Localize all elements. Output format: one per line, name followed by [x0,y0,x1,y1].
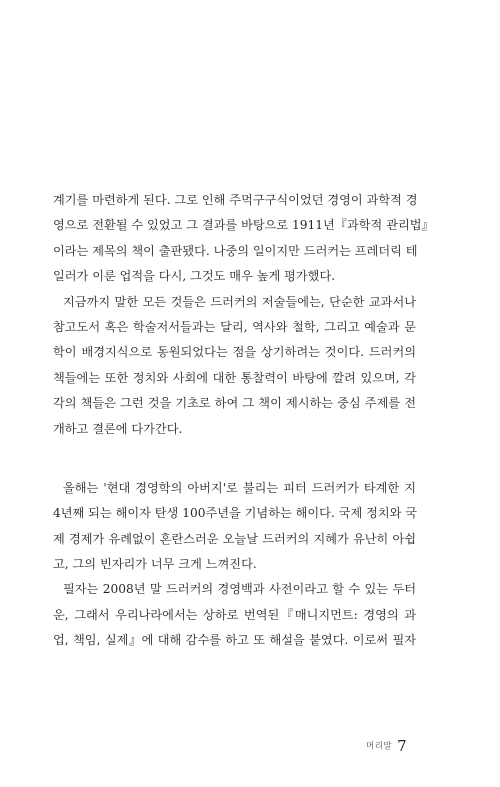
paragraph-1 [53,188,434,290]
text-line: 제 경제가 유례없이 혼란스러운 오늘날 드러커의 지혜가 유난히 아쉽 [53,531,416,546]
text-line: 참고도서 혹은 학술저서들과는 달리, 역사와 철학, 그리고 예술과 문 [53,319,416,334]
text-line: 책들에는 또한 정치와 사회에 대한 통찰력이 바탕에 깔려 있으며, 각 [53,370,416,385]
text-line: 계기를 마련하게 된다. 그로 인해 주먹구구식이었던 경영이 과학적 경 [53,193,418,207]
running-footer-label: 머리말 [366,741,393,752]
text-line: 업, 책임, 실제』에 대해 감수를 하고 또 해설을 붙였다. 이로써 필자 [53,633,416,648]
text-line: 지금까지 말한 모든 것들은 드러커의 저술들에는, 단순한 교과서나 [63,294,416,309]
text-line: 4년째 되는 해이자 탄생 100주년을 기념하는 해이다. 국제 정치와 국 [53,506,418,521]
text-line: 운, 그래서 우리나라에서는 상하로 번역된『매니지먼트: 경영의 과 [53,607,416,622]
text-line: 각의 책들은 그런 것을 기초로 하여 그 책이 제시하는 중심 주제를 전 [53,396,416,411]
text-line: 학이 배경지식으로 동원되었다는 점을 상기하려는 것이다. 드러커의 [53,345,416,360]
document-body [53,188,434,654]
page-number: 7 [397,736,407,755]
text-line: 고, 그의 빈자리가 너무 크게 느껴진다. [53,557,257,572]
text-line: 일러가 이룬 업적을 다시, 그것도 매우 높게 평가했다. [53,269,336,284]
paragraph-3 [53,476,416,578]
page-footer [366,735,426,755]
text-line: 영으로 전환될 수 있었고 그 결과를 바탕으로 1911년『과학적 관리법』 [53,218,434,233]
text-line: 올해는 '현대 경영학의 아버지'로 불리는 피터 드러커가 타계한 지 [63,480,416,495]
paragraph-4 [53,577,416,653]
text-line: 필자는 2008년 말 드러커의 경영백과 사전이라고 할 수 있는 두터 [63,582,416,597]
paragraph-2 [53,290,416,442]
section-gap [53,442,416,476]
text-line: 개하고 결론에 다가간다. [53,421,183,436]
text-line: 이라는 제목의 책이 출판됐다. 나중의 일이지만 드러커는 프레더릭 테 [53,243,418,258]
